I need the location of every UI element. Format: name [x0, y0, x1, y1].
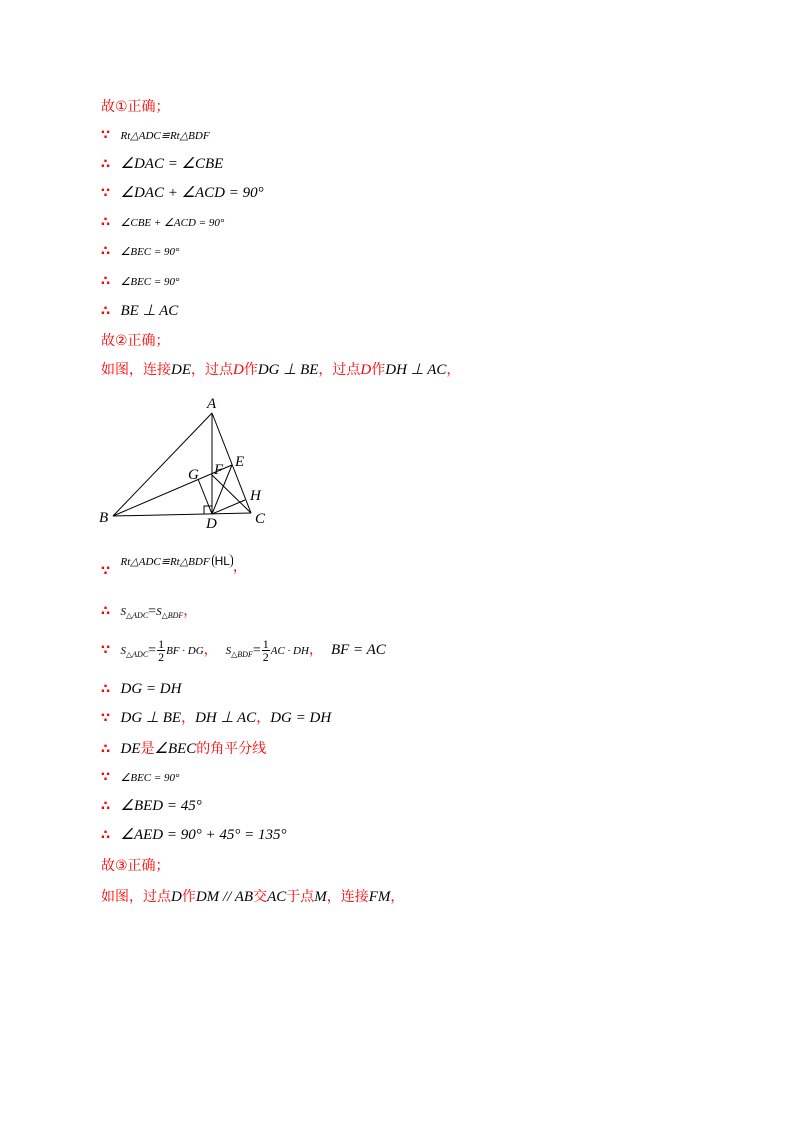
conclusion-2: 故②正确；: [101, 333, 170, 349]
math: =: [252, 643, 261, 658]
step-bisector: [101, 740, 266, 759]
math: D: [360, 362, 372, 378]
segment-DG: [198, 479, 212, 514]
construction-2: [101, 888, 404, 907]
label-E: E: [235, 454, 245, 470]
math: S: [156, 606, 162, 618]
text: 作: [243, 362, 258, 378]
therefore-symbol: ∴: [101, 244, 111, 259]
step-area-formula: [101, 637, 386, 668]
conclusion-3: 故③正确；: [101, 858, 170, 874]
expr: ∠AED = 90° + 45° = 135°: [120, 827, 287, 843]
math: DH ⊥ AC: [385, 362, 447, 378]
math: BF · DG: [166, 645, 204, 657]
segment-AB: [113, 413, 212, 516]
math: S: [120, 606, 126, 618]
step-bec-90-b: [101, 273, 179, 291]
conclusion-1: 故①正确；: [101, 99, 170, 115]
step-conditions: [101, 709, 331, 728]
therefore-symbol: ∴: [101, 828, 111, 843]
label-C: C: [255, 511, 266, 527]
comma: ，: [181, 710, 196, 726]
step-perpendicular: [101, 302, 178, 321]
geometry-figure: [95, 392, 285, 532]
segment-BC: [113, 513, 251, 516]
numerator: 1: [158, 637, 165, 652]
comma: ，: [308, 642, 323, 658]
expr: ∠BEC = 90°: [120, 276, 180, 288]
therefore-symbol: ∴: [101, 157, 111, 172]
step-bec-90-c: [101, 769, 179, 787]
text: ，过点: [318, 362, 361, 378]
label-F: F: [214, 462, 224, 478]
because-symbol: ∵: [101, 186, 111, 201]
math: DH ⊥ AC: [195, 710, 257, 726]
text: ，过点: [191, 362, 233, 378]
denominator: 2: [262, 650, 269, 665]
text: 是: [140, 741, 155, 757]
comma: ，: [232, 559, 247, 575]
math: S: [120, 645, 126, 657]
label-G: G: [188, 467, 199, 483]
step-angle-sum: [101, 184, 264, 203]
therefore-symbol: ∴: [101, 742, 111, 757]
expr: ∠DAC = ∠CBE: [120, 156, 224, 172]
expr: ∠DAC + ∠ACD = 90°: [120, 185, 264, 201]
expr: DG = DH: [120, 681, 182, 697]
math: DM // AB: [195, 889, 254, 905]
text: ，连接: [326, 889, 369, 905]
step-bec-90-a: [101, 243, 179, 261]
math: M: [314, 889, 327, 905]
comma: ，: [256, 710, 271, 726]
subscript: △BDF: [161, 611, 184, 620]
step-aed-135: [101, 826, 286, 845]
because-symbol: ∵: [101, 564, 111, 579]
math: D: [233, 362, 244, 378]
numerator: 1: [262, 637, 269, 652]
math: DG = DH: [270, 710, 332, 726]
step-dg-dh: [101, 680, 181, 699]
math: DG ⊥ BE: [257, 362, 319, 378]
because-symbol: ∵: [101, 711, 111, 726]
label-A: A: [207, 396, 217, 412]
comma: ，: [183, 603, 198, 619]
fraction-half: [262, 638, 270, 663]
therefore-symbol: ∴: [101, 604, 111, 619]
expr: ∠BEC = 90°: [120, 772, 180, 784]
math: AC · DH: [270, 645, 309, 657]
math: BF = AC: [330, 642, 386, 658]
math: DE: [171, 362, 191, 378]
math: S: [225, 645, 232, 657]
step-area-equal: [101, 602, 197, 625]
math: ∠BEC: [154, 741, 197, 757]
text: 交: [253, 889, 268, 905]
comma: ，: [203, 642, 218, 658]
text: 如图，连接: [101, 362, 171, 378]
therefore-symbol: ∴: [101, 215, 111, 230]
step-angle-equal: [101, 155, 223, 174]
subscript: △ADC: [126, 650, 149, 659]
therefore-symbol: ∴: [101, 799, 111, 814]
therefore-symbol: ∴: [101, 274, 111, 289]
expr: BE ⊥ AC: [120, 303, 179, 319]
because-symbol: ∵: [101, 128, 111, 143]
expr: Rt△ADC≌Rt△BDF: [120, 130, 210, 142]
math: FM: [368, 889, 391, 905]
math: =: [148, 643, 157, 658]
step-congruence-hl: [101, 552, 247, 581]
expr: ∠CBE + ∠ACD = 90°: [120, 217, 225, 229]
because-symbol: ∵: [101, 643, 111, 658]
label-D: D: [206, 516, 217, 532]
denominator: 2: [158, 650, 165, 665]
subscript: △ADC: [126, 611, 149, 620]
because-symbol: ∵: [101, 770, 111, 785]
fraction-half: [157, 638, 165, 663]
text: 如图，过点: [101, 889, 171, 905]
math: =: [148, 604, 157, 619]
text: ，: [390, 889, 405, 905]
math: AC: [267, 889, 287, 905]
subscript: △BDF: [231, 650, 253, 659]
segment-FC: [212, 475, 251, 513]
math: DG ⊥ BE: [120, 710, 182, 726]
therefore-symbol: ∴: [101, 304, 111, 319]
text: ，: [446, 362, 461, 378]
text: 的角平分线: [196, 741, 267, 757]
expr: ∠BED = 45°: [120, 798, 202, 814]
expr: Rt△ADC≌Rt△BDF: [120, 556, 210, 568]
math: DE: [120, 741, 141, 757]
text: 于点: [286, 889, 315, 905]
hl-reason: HL: [212, 554, 233, 568]
text: 作: [371, 362, 386, 378]
step-angle-sum-2: [101, 214, 224, 232]
label-B: B: [99, 510, 109, 526]
therefore-symbol: ∴: [101, 682, 111, 697]
step-congruence-1: [101, 127, 210, 145]
construction-1: [101, 361, 460, 380]
label-H: H: [250, 488, 261, 504]
text: 作: [181, 889, 196, 905]
math: D: [171, 889, 182, 905]
expr: ∠BEC = 90°: [120, 246, 180, 258]
step-bed-45: [101, 797, 202, 816]
